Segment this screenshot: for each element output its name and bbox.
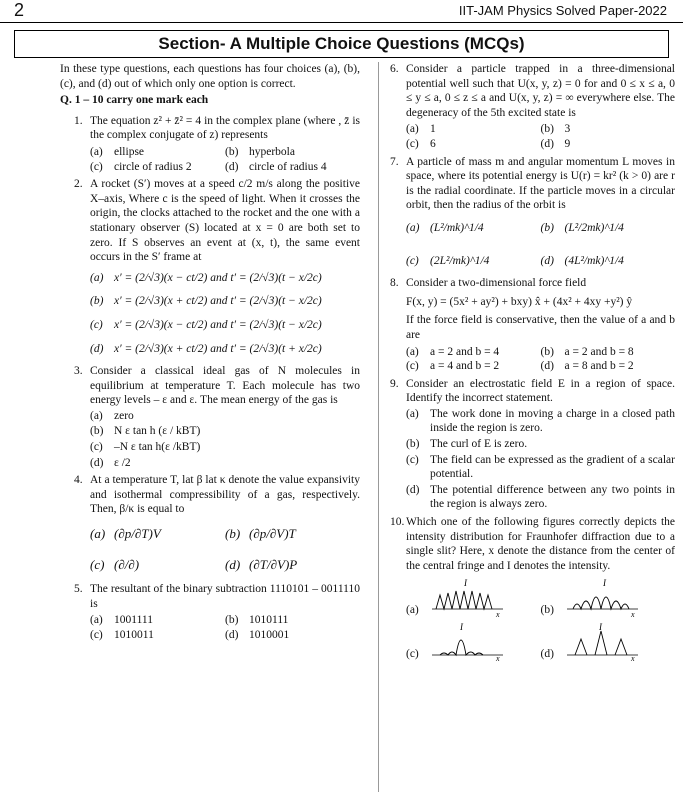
option-d: (d) (4L²/mk)^1/4: [540, 254, 624, 267]
option-b: (b) (L²/2mk)^1/4: [540, 221, 624, 234]
question-stem: At a temperature T, lat β lat κ denote the value expansivity and isothermal compressibility of a gas, respectively. Then, β/κ is equal to: [90, 474, 360, 516]
page-number: 2: [14, 0, 25, 20]
question-5: 5. The resultant of the binary subtraction 1110101 – 0011110 is (a) 1001111 (b) 1010111 (c) 1010011 (d) 1010001: [74, 583, 360, 641]
marks-note: Q. 1 – 10 carry one mark each: [60, 94, 209, 107]
question-3: 3. Consider a classical ideal gas of N molecules in equilibrium at temperature T. Each molecule has two energy levels – ε and ε. The mean energy of the gas is (a) zero (b) N ε tan h (ε / kBT) (c) –N ε tan h(ε /kBT) (d) ε /2: [74, 365, 360, 469]
force-field-formula: F(x, y) = (5x² + ay²) + bxy) x̂ + (4x² + 4xy +y²) ŷ: [406, 295, 633, 308]
option-a: (a) I x: [406, 577, 541, 617]
question-4: 4. At a temperature T, lat β lat κ denote the value expansivity and isothermal compressibility of a gas, respectively. Then, β/κ is equal to (a) (∂p/∂T)V (b) (∂p/∂V)T (c) (∂/∂) (d) (∂T/∂V)P: [74, 474, 360, 572]
option-b: (b) N ε tan h (ε / kBT): [90, 425, 201, 438]
axis-label-x: x: [496, 610, 500, 618]
option-b: (b) 1010111: [225, 614, 289, 627]
option-d: (d) 1010001: [225, 629, 290, 641]
right-column: [390, 62, 675, 664]
option-c: (c) 1010011: [90, 629, 154, 641]
diffraction-plot-d: [565, 621, 640, 661]
option-b: (b) 3: [540, 123, 571, 136]
option-b: (b) a = 2 and b = 8: [540, 345, 634, 358]
section-banner: Section- A Multiple Choice Questions (MCQs): [14, 30, 669, 58]
question-stem: Consider an electrostatic field E in a region of space. Identify the incorrect statement.: [406, 377, 675, 405]
question-stem: The equation z² + z̄² = 4 in the complex plane (where , z̄ is the complex conjugate of z) represents: [90, 114, 360, 142]
diffraction-plot-c: [430, 621, 505, 661]
option-b: (b) x′ = (2/√3)(x + ct/2) and t′ = (2/√3)(t − x/2c): [90, 295, 322, 308]
option-d: (d) I x: [541, 621, 676, 661]
axis-label-i: I: [598, 622, 602, 633]
diffraction-plot-a: [430, 577, 505, 617]
intro-text: In these type questions, each questions has four choices (a), (b), (c), and (d) out of which only one option is correct.: [60, 63, 360, 90]
question-1: 1. The equation z² + z̄² = 4 in the complex plane (where , z̄ is the complex conjugate of z) represents (a) ellipse (b) hyperbola (c) circle of radius 2 (d) circle of radius 4: [74, 114, 360, 173]
intensity-curve: [436, 591, 492, 609]
question-stem: Consider a classical ideal gas of N molecules in equilibrium at temperature T. Each molecule has two energy levels – ε and ε. The mean energy of the gas is: [90, 365, 360, 407]
question-6: 6. Consider a particle trapped in a three-dimensional potential well such that U(x, y, z) = 0 for and 0 ≤ x ≤ a, 0 ≤ y ≤ a, 0 ≤ z ≤ a and U(x, y, z) = ∞ everywhere else. The degeneracy of the 5th excited state is (a) 1 (b) 3 (c) 6 (d) 9: [390, 63, 675, 150]
option-b: (b) I x: [541, 577, 676, 617]
question-stem: Consider a particle trapped in a three-dimensional potential well such that U(x, y, z) = 0 for and 0 ≤ x ≤ a, 0 ≤ y ≤ a, 0 ≤ z ≤ a and U(x, y, z) = ∞ everywhere else. The degeneracy of the 5th excited state is: [406, 63, 675, 119]
diffraction-plot-b: [565, 577, 640, 617]
option-d: (d) x′ = (2/√3)(x + ct/2) and t′ = (2/√3)(t + x/2c): [90, 342, 322, 355]
intensity-curve: [440, 640, 483, 655]
left-column: [60, 62, 360, 646]
option-a: (a) ellipse: [90, 145, 145, 158]
option-c: (c) x′ = (2/√3)(x − ct/2) and t′ = (2/√3)(t − x/2c): [90, 318, 322, 331]
question-stem: The resultant of the binary subtraction 1110101 – 0011110 is: [90, 583, 360, 610]
option-c: (c) –N ε tan h(ε /kBT): [90, 441, 201, 454]
option-d: (d) circle of radius 4: [225, 160, 327, 173]
question-7: 7. A particle of mass m and angular momentum L moves in space, where its potential energy is U(r) = kr² (k > 0) are r is the radial coordinate. If the particle moves in a circular orbit, then the radius of the orbit is (a) (L²/mk)^1/4 (b) (L²/2mk)^1/4 (c) (2L²/mk)^1/4 (d) (4L²/mk)^1/4: [390, 155, 675, 267]
axis-label-x: x: [630, 654, 635, 662]
option-a: (a) a = 2 and b = 4: [406, 345, 500, 358]
option-d: (d) ε /2: [90, 456, 131, 469]
question-stem: A particle of mass m and angular momentum L moves in space, where its potential energy is U(r) = kr² (k > 0) are r is the radial coordinate. If the particle moves in a circular orbit, then the radius of the orbit is: [406, 155, 675, 212]
question-stem: Consider a two-dimensional force field: [406, 277, 587, 290]
option-d: (d) a = 8 and b = 2: [540, 360, 634, 373]
question-stem: Which one of the following figures correctly depicts the intensity distribution for Fraunhofer diffraction due to a single slit? Here, x denote the distance from the center of the central fringe and I denotes the intensity.: [406, 516, 675, 572]
option-b: (b) The curl of E is zero.: [406, 438, 528, 451]
option-a: (a) (∂p/∂T)V: [90, 526, 161, 542]
intensity-curve: [575, 631, 627, 655]
option-b: (b) hyperbola: [225, 145, 295, 158]
option-a: (a) The work done in moving a charge in a closed path inside the region is zero.: [406, 407, 675, 435]
option-c: (c) circle of radius 2: [90, 160, 192, 173]
option-c: (c) I x: [406, 621, 541, 661]
question-stem: A rocket (S′) moves at a speed c/2 m/s along the positive X–axis, Where c is the speed of light. When it crosses the origin, the clocks attached to the rocket and the one with a stationary observer (S) located at x = 0 are both set to zero. If S observes an event at (x, t), the same event occurs in the S′ frame at: [90, 178, 360, 264]
intensity-curve: [573, 597, 629, 609]
axis-label-x: x: [496, 654, 500, 662]
page-header: [0, 0, 683, 24]
option-a: (a) x′ = (2/√3)(x − ct/2) and t′ = (2/√3)(t − x/2c): [90, 271, 322, 284]
book-title: IIT-JAM Physics Solved Paper-2022: [458, 3, 667, 18]
column-divider: [378, 62, 379, 792]
axis-label-i: I: [602, 578, 606, 589]
option-d: (d) 9: [540, 137, 571, 150]
axis-label-i: I: [460, 622, 463, 633]
option-a: (a) 1: [406, 123, 436, 136]
option-d: (d) (∂T/∂V)P: [225, 556, 298, 572]
axis-label-x: x: [630, 610, 635, 618]
question-9: 9. Consider an electrostatic field E in a region of space. Identify the incorrect statement. (a) The work done in moving a charge in a closed path inside the region is zero. (b) The curl of E is zero. (c) The field can be expressed as the gradient of a scalar potential. (d) The potential difference between any two points in the region is always zero.: [390, 377, 675, 511]
option-c: (c) a = 4 and b = 2: [406, 360, 500, 373]
option-c: (c) The field can be expressed as the gradient of a scalar potential.: [406, 453, 675, 481]
option-b: (b) (∂p/∂V)T: [225, 526, 296, 542]
question-stem-continued: If the force field is conservative, then the value of a and b are: [406, 314, 675, 341]
option-c: (c) 6: [406, 137, 436, 150]
axis-label-i: I: [464, 578, 467, 589]
option-a: (a) zero: [90, 409, 134, 422]
question-2: 2. A rocket (S′) moves at a speed c/2 m/s along the positive X–axis, Where c is the speed of light. When it crosses the origin, the clocks attached to the rocket and the one with a stationary observer (S) located at x = 0 are both set to zero. If S observes an event at (x, t), the same event occurs in the S′ frame at (a) x′ = (2/√3)(x − ct/2) and t′ = (2/√3)(t − x/2c) (b) x′ = (2/√3)(x + ct/2) and t′ = (2/√3)(t − x/2c) (c) x′ = (2/√3)(x − ct/2) and t′ = (2/√3)(t − x/2c) (d) x′ = (2/√3)(x + ct/2) and t′ = (2/√3)(t + x/2c): [74, 178, 360, 355]
question-8: 8. Consider a two-dimensional force field F(x, y) = (5x² + ay²) + bxy) x̂ + (4x² + 4xy +y²) ŷ If the force field is conservative, then the value of a and b are (a) a = 2 and b = 4 (b) a = 2 and b = 8 (c) a = 4 and b = 2 (d) a = 8 and b = 2: [390, 277, 675, 373]
option-c: (c) (∂/∂): [90, 556, 140, 572]
option-a: (a) 1001111: [90, 614, 153, 627]
option-c: (c) (2L²/mk)^1/4: [406, 254, 490, 267]
option-d: (d) The potential difference between any two points in the region is always zero.: [406, 483, 675, 511]
header-rule: [0, 22, 683, 23]
option-a: (a) (L²/mk)^1/4: [406, 221, 484, 234]
question-10: 10. Which one of the following figures correctly depicts the intensity distribution for Fraunhofer diffraction due to a single slit? Here, x denote the distance from the center of the central fringe and I denotes the intensity. (a) I x (b) I x (c) I x (d) I x: [390, 516, 675, 662]
